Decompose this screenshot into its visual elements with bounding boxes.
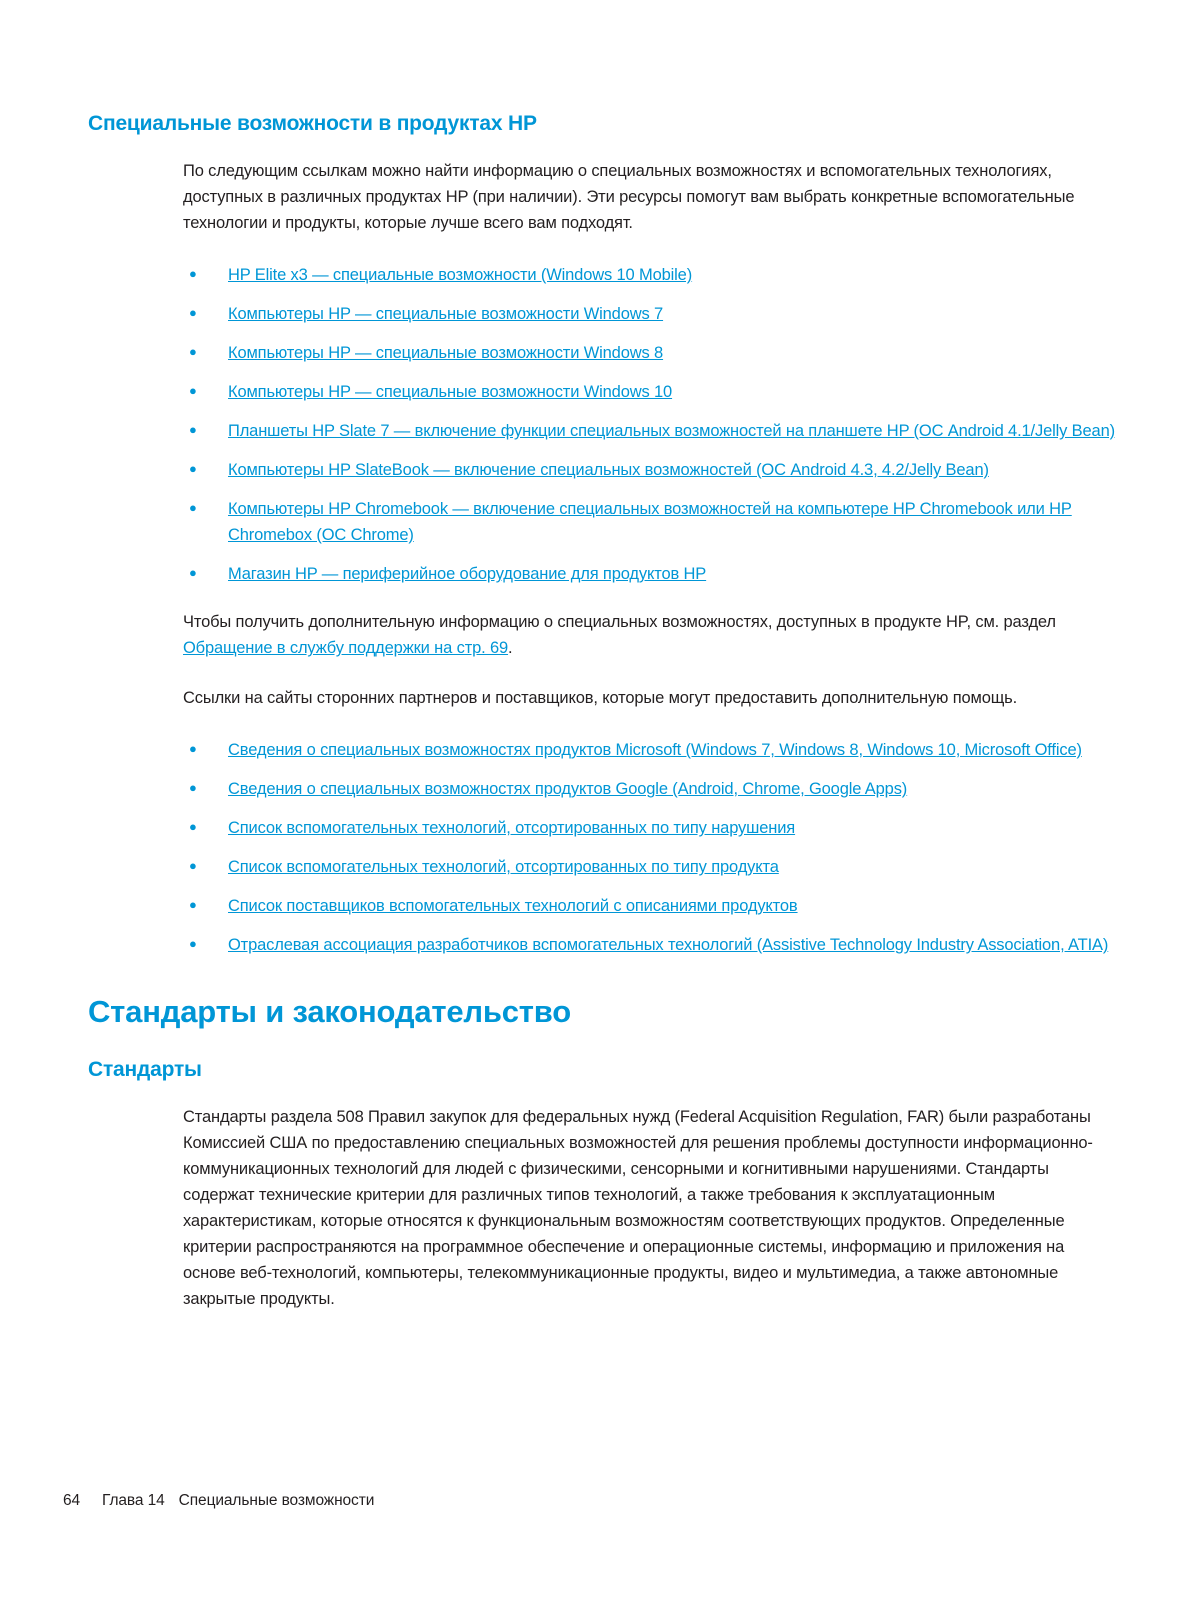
footer-chapter-title: Специальные возможности	[178, 1492, 375, 1509]
page-footer	[63, 1492, 374, 1510]
link-hp-computers-windows8[interactable]: Компьютеры HP — специальные возможности Windows 8	[228, 344, 664, 363]
contact-support-link[interactable]: Обращение в службу поддержки на стр. 69	[183, 639, 509, 658]
bullet-icon: ●	[189, 500, 197, 516]
product-links-list	[183, 262, 1115, 587]
bullet-icon: ●	[189, 780, 197, 796]
bullet-icon: ●	[189, 461, 197, 477]
section-heading-accessibility-in-hp-products: Специальные возможности в продуктах HP	[88, 112, 537, 135]
list-item	[189, 379, 1115, 405]
list-item	[189, 561, 1115, 587]
list-item	[189, 418, 1115, 444]
list-item	[189, 262, 1115, 288]
accessibility-section-content	[183, 158, 1115, 958]
list-item	[189, 496, 1115, 548]
link-assistive-tech-by-impairment[interactable]: Список вспомогательных технологий, отсортированных по типу нарушения	[228, 819, 796, 838]
link-assistive-tech-vendors[interactable]: Список поставщиков вспомогательных технологий с описаниями продуктов	[228, 897, 798, 916]
list-item	[189, 854, 1115, 880]
link-microsoft-accessibility[interactable]: Сведения о специальных возможностях продуктов Microsoft (Windows 7, Windows 8, Windows 10, Microsoft Office)	[228, 741, 1082, 760]
partner-links-list	[183, 737, 1115, 958]
link-hp-chromebook[interactable]: Компьютеры HP Chromebook — включение специальных возможностей на компьютере HP Chromebook или HP Chromebox (ОС Chrome)	[228, 500, 1072, 545]
list-item	[189, 457, 1115, 483]
bullet-icon: ●	[189, 741, 197, 757]
bullet-icon: ●	[189, 565, 197, 581]
standards-body-paragraph: Стандарты раздела 508 Правил закупок для федеральных нужд (Federal Acquisition Regulation, FAR) были разработаны Комиссией США по предоставлению специальных возможностей для решения проблемы доступности информационно-коммуникационных технологий для людей с физическими, сенсорными и когнитивными нарушениями. Стандарты содержат технические критерии для различных типов технологий, а также требования к эксплуатационным характеристикам, которые относятся к функциональным возможностям соответствующих продуктов. Определенные критерии распространяются на программное обеспечение и операционные системы, информацию и приложения на основе веб-технологий, компьютеры, телекоммуникационные продукты, видео и мультимедиа, а также автономные закрытые продукты.	[183, 1107, 1093, 1308]
heading-standards-and-legislation: Стандарты и законодательство	[88, 994, 571, 1030]
list-item	[189, 301, 1115, 327]
page-number: 64	[63, 1492, 81, 1509]
bullet-icon: ●	[189, 422, 197, 438]
bullet-icon: ●	[189, 897, 197, 913]
footer-chapter-label: Глава 14	[102, 1492, 165, 1509]
link-hp-elite-x3[interactable]: HP Elite x3 — специальные возможности (Windows 10 Mobile)	[228, 266, 693, 285]
list-item	[189, 776, 1115, 802]
support-paragraph-period: .	[508, 639, 513, 658]
list-item	[189, 737, 1115, 763]
list-item	[189, 932, 1115, 958]
bullet-icon: ●	[189, 305, 197, 321]
standards-section-content	[183, 1104, 1115, 1312]
partners-paragraph: Ссылки на сайты сторонних партнеров и поставщиков, которые могут предоставить дополнительную помощь.	[183, 689, 1018, 708]
heading-standards: Стандарты	[88, 1057, 202, 1081]
link-hp-computers-windows7[interactable]: Компьютеры HP — специальные возможности Windows 7	[228, 305, 664, 324]
support-paragraph-text: Чтобы получить дополнительную информацию о специальных возможностях, доступных в продукте HP, см. раздел	[183, 613, 1056, 632]
list-item	[189, 815, 1115, 841]
bullet-icon: ●	[189, 344, 197, 360]
intro-paragraph: По следующим ссылкам можно найти информацию о специальных возможностях и вспомогательных технологиях, доступных в различных продуктах HP (при наличии). Эти ресурсы помогут вам выбрать конкретные вспомогательные технологии и продукты, которые лучше всего вам подходят.	[183, 162, 1075, 233]
bullet-icon: ●	[189, 936, 197, 952]
link-assistive-tech-by-product[interactable]: Список вспомогательных технологий, отсортированных по типу продукта	[228, 858, 779, 877]
link-google-accessibility[interactable]: Сведения о специальных возможностях продуктов Google (Android, Chrome, Google Apps)	[228, 780, 908, 799]
list-item	[189, 340, 1115, 366]
link-atia[interactable]: Отраслевая ассоциация разработчиков вспомогательных технологий (Assistive Technology Industry Association, ATIA)	[228, 936, 1109, 955]
bullet-icon: ●	[189, 858, 197, 874]
bullet-icon: ●	[189, 266, 197, 282]
link-hp-slatebook[interactable]: Компьютеры HP SlateBook — включение специальных возможностей (ОС Android 4.3, 4.2/Jelly Bean)	[228, 461, 989, 480]
list-item	[189, 893, 1115, 919]
bullet-icon: ●	[189, 383, 197, 399]
bullet-icon: ●	[189, 819, 197, 835]
link-hp-store[interactable]: Магазин HP — периферийное оборудование для продуктов HP	[228, 565, 707, 584]
support-paragraph	[183, 609, 1115, 661]
link-hp-slate7-tablets[interactable]: Планшеты HP Slate 7 — включение функции специальных возможностей на планшете HP (ОС Android 4.1/Jelly Bean)	[228, 422, 1115, 441]
link-hp-computers-windows10[interactable]: Компьютеры HP — специальные возможности Windows 10	[228, 383, 673, 402]
